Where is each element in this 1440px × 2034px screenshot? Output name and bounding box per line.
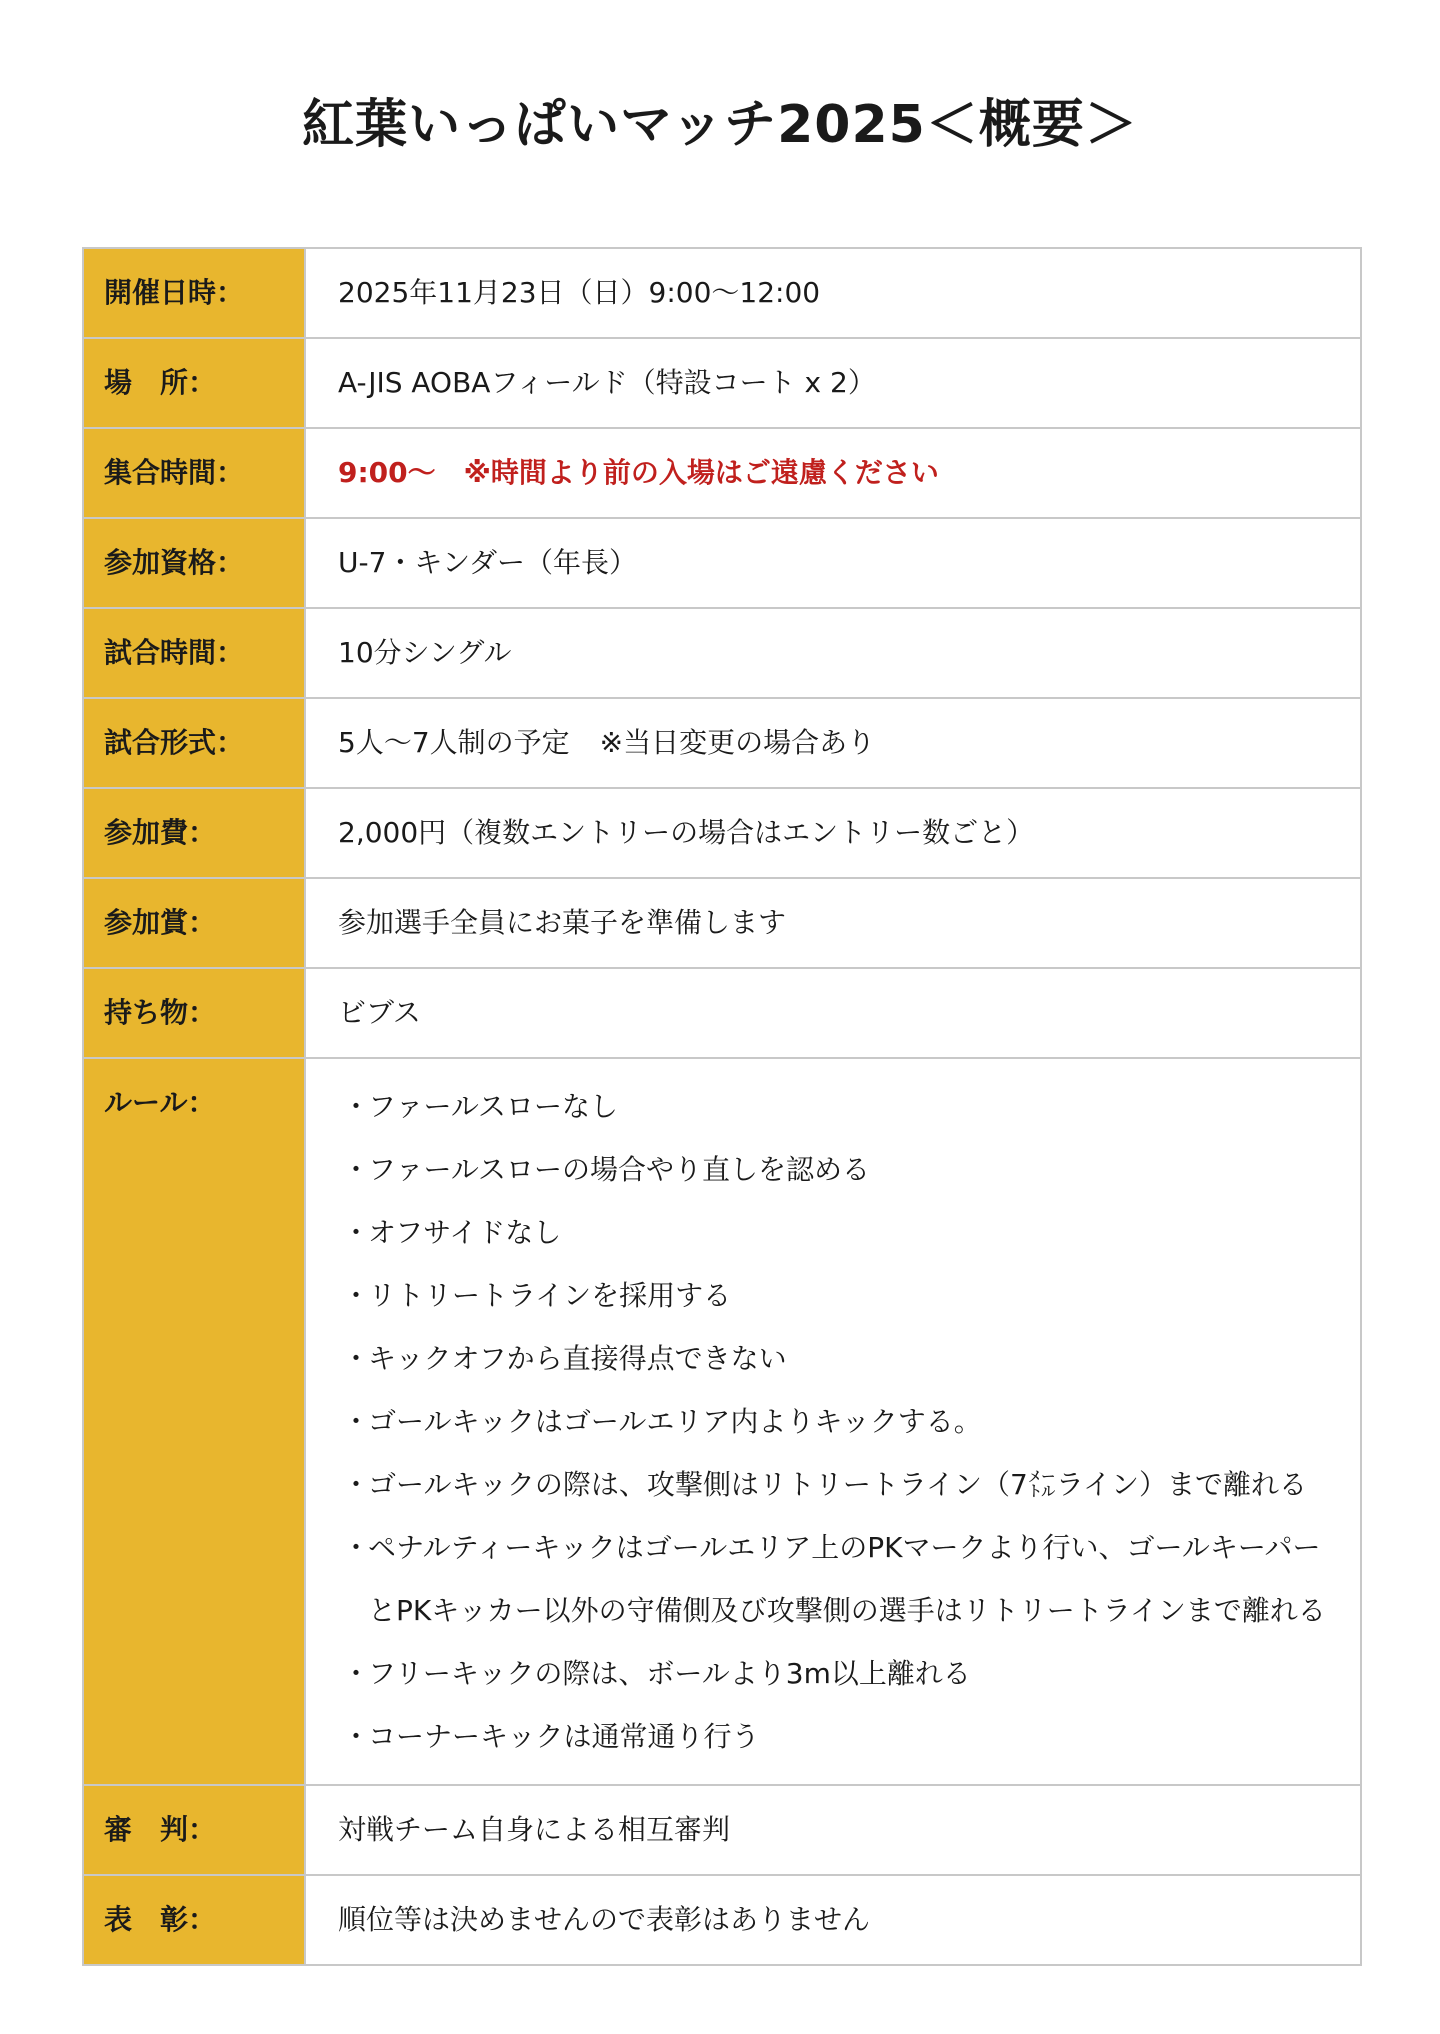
- row-rules: [83, 1058, 1361, 1785]
- value-match-format: [305, 698, 1361, 788]
- rule-text: リトリートラインを採用する: [368, 1279, 732, 1312]
- row-referee: [83, 1785, 1361, 1875]
- rule-bullet: ・: [342, 1720, 371, 1753]
- rule-bullet: ・: [342, 1216, 371, 1249]
- label-belongings: 持ち物：: [83, 968, 305, 1058]
- rule-item: [338, 1390, 1348, 1453]
- row-match-format: [83, 698, 1361, 788]
- rule-item: [338, 1642, 1348, 1705]
- label-venue: 場 所：: [83, 338, 305, 428]
- rule-item: [338, 1138, 1348, 1201]
- rule-bullet: ・: [342, 1279, 371, 1312]
- rule-text: ファールスローなし: [368, 1090, 619, 1123]
- rule-bullet: ・: [342, 1531, 371, 1564]
- value-fee: 2,000円（複数エントリーの場合はエントリー数ごと）: [305, 788, 1361, 878]
- row-awards: [83, 1875, 1361, 1965]
- label-prize: 参加賞：: [83, 878, 305, 968]
- row-belongings: [83, 968, 1361, 1058]
- label-gathering-time: 集合時間：: [83, 428, 305, 518]
- row-prize: [83, 878, 1361, 968]
- rule-text: ペナルティーキックはゴールエリア上のPKマークより行い、ゴールキーパーとPKキッカー以外の守備側及び攻撃側の選手はリトリートラインまで離れる: [368, 1531, 1326, 1627]
- rule-item: [338, 1201, 1348, 1264]
- label-match-time: 試合時間：: [83, 608, 305, 698]
- rule-item: [338, 1327, 1348, 1390]
- value-eligibility: U-7・キンダー（年長）: [305, 518, 1361, 608]
- value-venue: A-JIS AOBAフィールド（特設コート x 2）: [305, 338, 1361, 428]
- value-belongings: ビブス: [305, 968, 1361, 1058]
- rule-item: [338, 1264, 1348, 1327]
- row-eligibility: [83, 518, 1361, 608]
- rule-text: フリーキックの際は、ボールより3m以上離れる: [368, 1657, 971, 1690]
- value-date: 2025年11月23日（日）9:00〜12:00: [305, 248, 1361, 338]
- label-rules: ルール：: [83, 1058, 305, 1785]
- gathering-time-note: ※時間より前の入場はご遠慮ください: [463, 456, 939, 489]
- label-eligibility: 参加資格：: [83, 518, 305, 608]
- rule-bullet: ・: [342, 1405, 371, 1438]
- value-referee: 対戦チーム自身による相互審判: [305, 1785, 1361, 1875]
- rule-text: ファールスローの場合やり直しを認める: [368, 1153, 871, 1186]
- match-format-note: ※当日変更の場合あり: [599, 726, 876, 759]
- row-fee: [83, 788, 1361, 878]
- value-gathering-time: [305, 428, 1361, 518]
- page-title: 紅葉いっぱいマッチ2025＜概要＞: [302, 95, 1138, 155]
- rule-item: [338, 1075, 1348, 1138]
- gathering-time-value: 9:00〜: [338, 456, 436, 489]
- rule-text: コーナーキックは通常通り行う: [368, 1720, 760, 1753]
- overview-table: [82, 247, 1362, 1966]
- rule-text: キックオフから直接得点できない: [368, 1342, 787, 1375]
- rule-item: [338, 1516, 1348, 1642]
- rule-bullet: ・: [342, 1090, 371, 1123]
- rule-item: [338, 1705, 1348, 1768]
- rule-text: オフサイドなし: [368, 1216, 562, 1249]
- row-match-time: [83, 608, 1361, 698]
- value-awards: 順位等は決めませんので表彰はありません: [305, 1875, 1361, 1965]
- match-format-value: 5人〜7人制の予定: [338, 726, 570, 759]
- label-date: 開催日時：: [83, 248, 305, 338]
- rules-list: [338, 1075, 1348, 1768]
- rule-item: [338, 1453, 1348, 1516]
- label-fee: 参加費：: [83, 788, 305, 878]
- value-rules: [305, 1058, 1361, 1785]
- label-match-format: 試合形式：: [83, 698, 305, 788]
- rule-text: ゴールキックの際は、攻撃側はリトリートライン（7㍍ライン）まで離れる: [368, 1468, 1308, 1501]
- value-match-time: 10分シングル: [305, 608, 1361, 698]
- value-prize: 参加選手全員にお菓子を準備します: [305, 878, 1361, 968]
- rule-bullet: ・: [342, 1153, 371, 1186]
- rule-text: ゴールキックはゴールエリア内よりキックする。: [368, 1405, 982, 1438]
- rule-bullet: ・: [342, 1657, 371, 1690]
- rule-bullet: ・: [342, 1342, 371, 1375]
- label-referee: 審 判：: [83, 1785, 305, 1875]
- label-awards: 表 彰：: [83, 1875, 305, 1965]
- row-gathering-time: [83, 428, 1361, 518]
- row-venue: [83, 338, 1361, 428]
- row-date: [83, 248, 1361, 338]
- rule-bullet: ・: [342, 1468, 371, 1501]
